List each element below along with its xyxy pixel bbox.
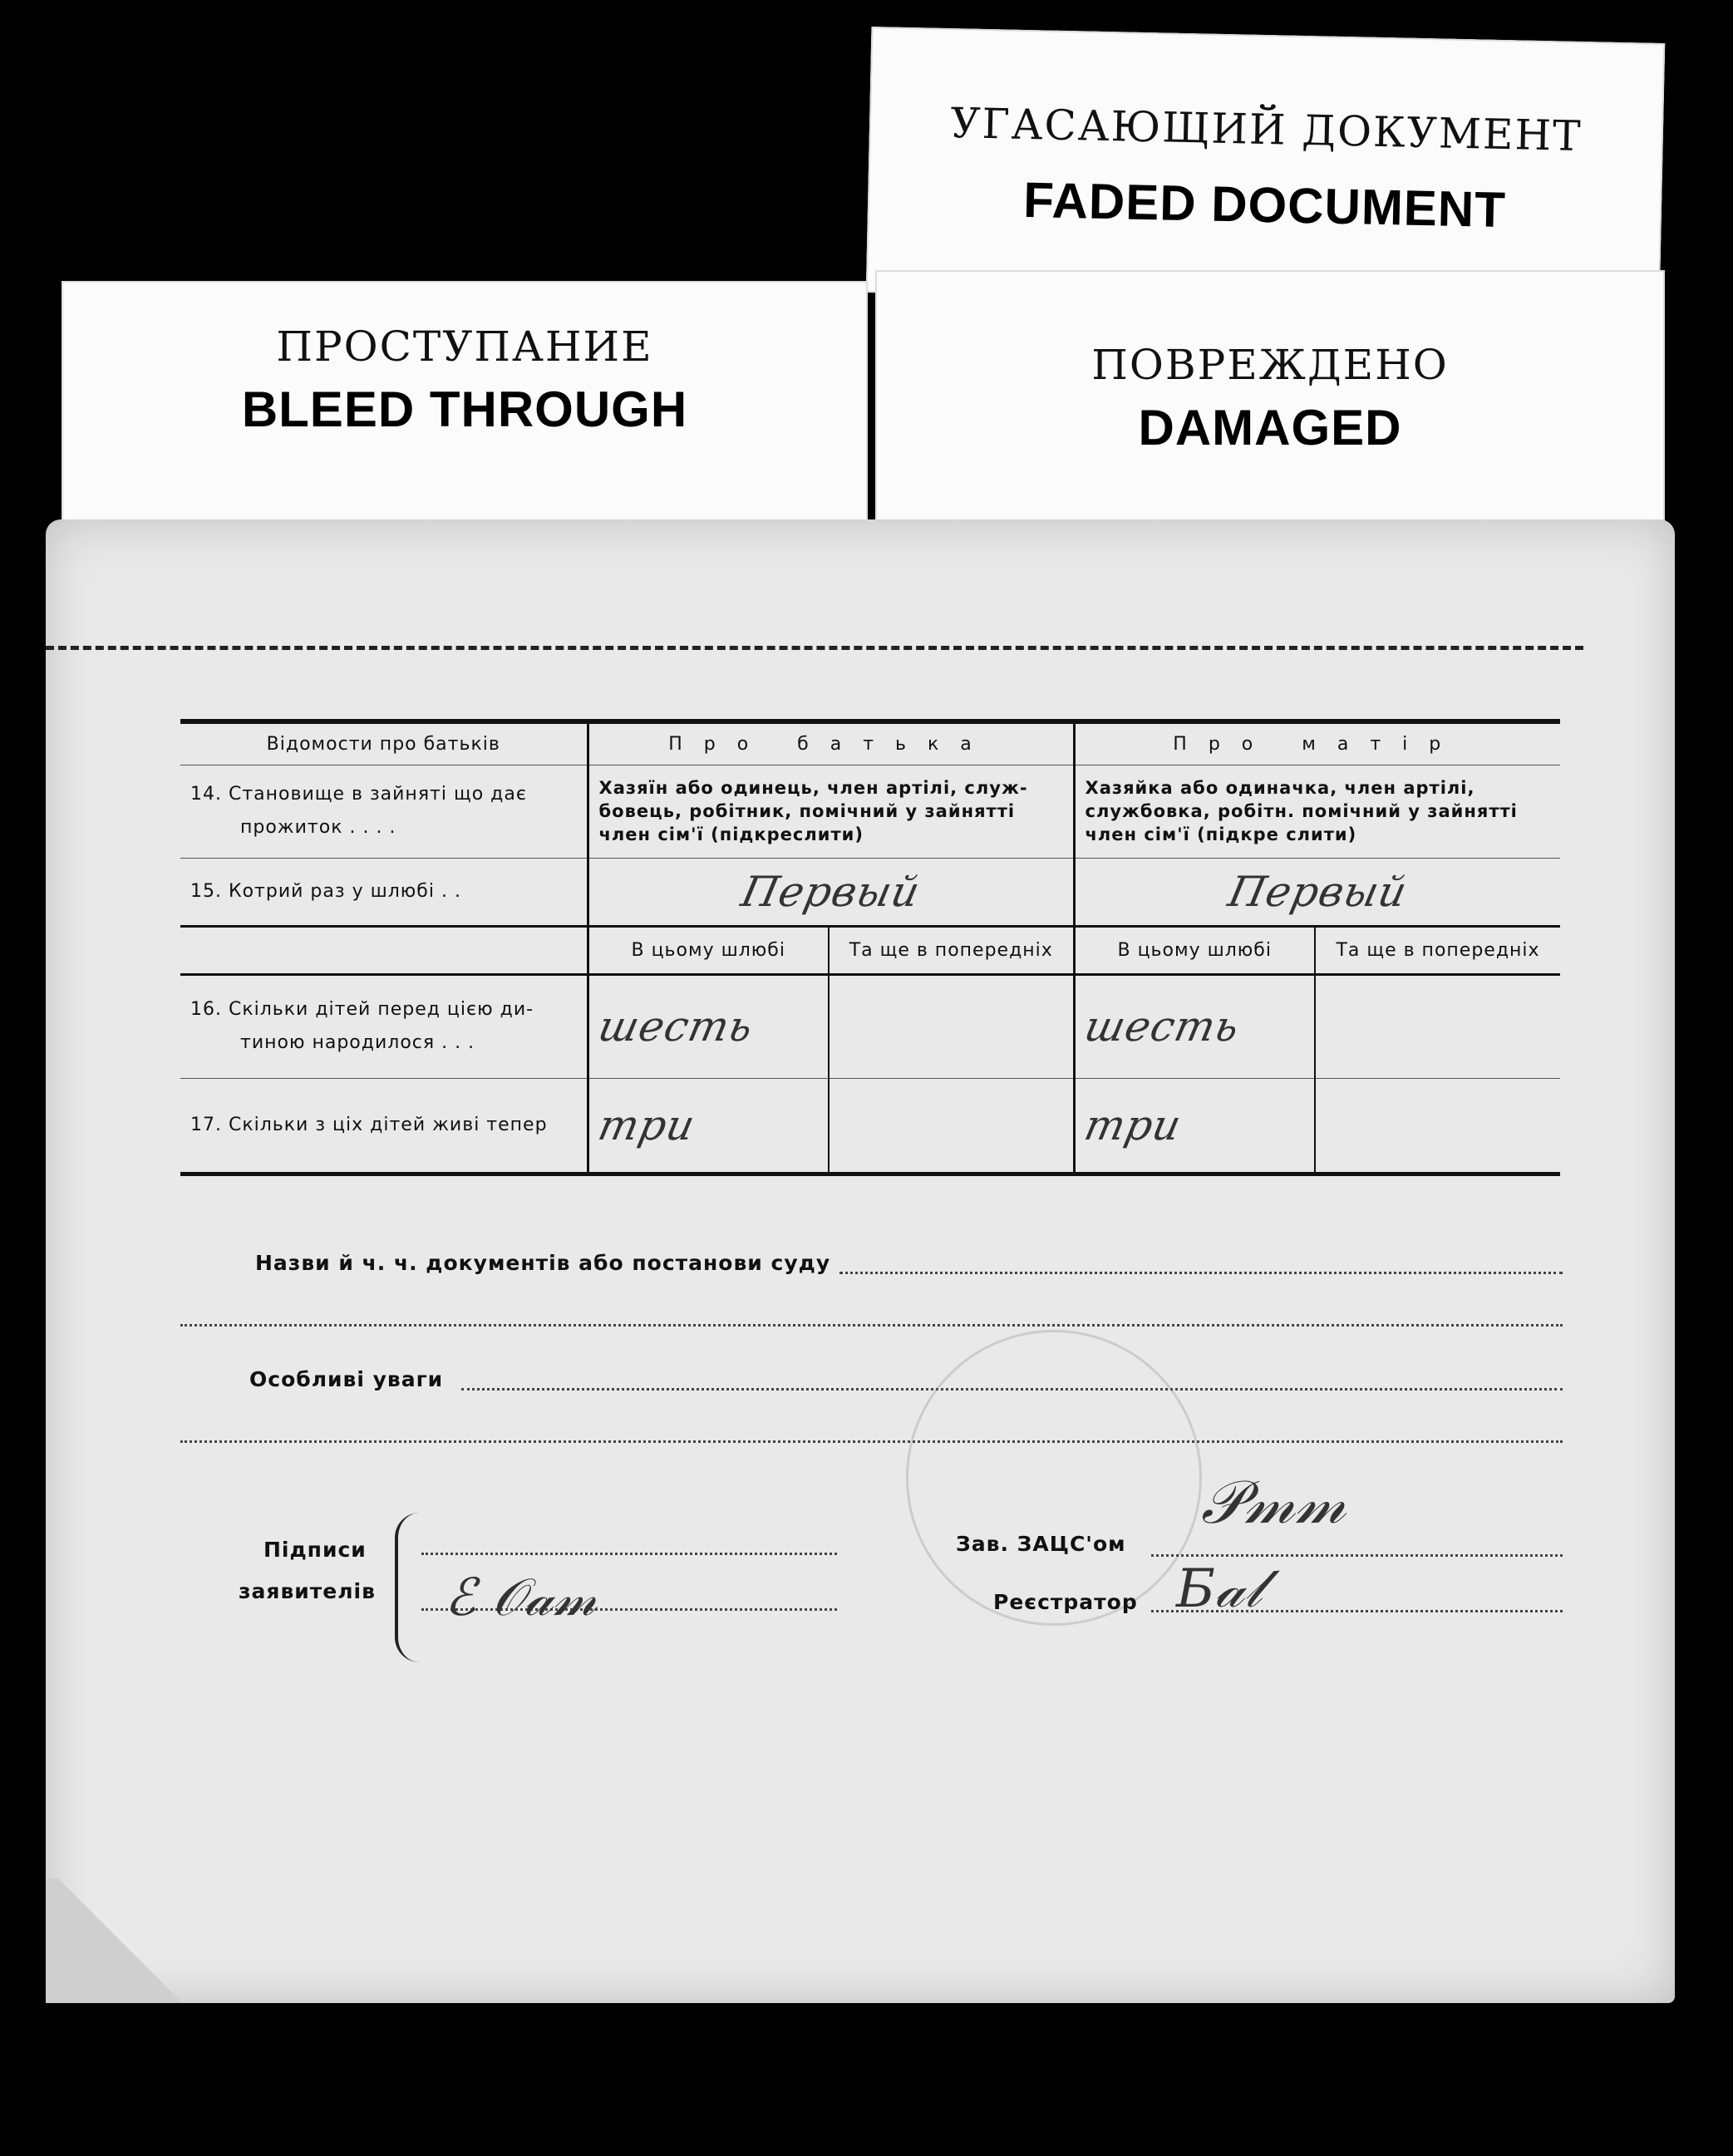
form-paper: [46, 519, 1675, 2003]
subheader-father-previous: Та ще в попередніх: [829, 926, 1074, 974]
perforation-line: [46, 646, 1583, 650]
head-line: [1151, 1554, 1563, 1557]
signatures-label-1: Підписи: [263, 1538, 367, 1562]
question-14: 14. Становище в зайняті що дає прожиток . . . .: [180, 765, 588, 858]
father-children-alive-previous: [829, 1078, 1074, 1174]
table-row-16: [180, 974, 1560, 1078]
damaged-label-ru: ПОВРЕЖДЕНО: [1091, 341, 1449, 389]
signatures-label-2: заявителів: [239, 1579, 376, 1603]
father-children-this: шесть: [588, 974, 829, 1078]
subheader-blank: [180, 926, 588, 974]
mother-marriage-count: Первый: [1074, 858, 1560, 926]
mother-children-this: шесть: [1074, 974, 1315, 1078]
mother-children-alive: три: [1074, 1078, 1315, 1174]
father-children-alive: три: [588, 1078, 829, 1174]
question-16: 16. Скільки дітей перед цією ди- тиною народилося . . .: [180, 974, 588, 1078]
table-subheader-row: [180, 926, 1560, 974]
subheader-mother-previous: Та ще в попередніх: [1315, 926, 1560, 974]
table-header-row: [180, 721, 1560, 765]
damaged-corner: [46, 1878, 195, 2003]
mother-children-alive-previous: [1315, 1078, 1560, 1174]
parents-info-table: [180, 719, 1560, 1176]
bleed-label-en: BLEED THROUGH: [241, 381, 688, 437]
documents-line-1: [839, 1272, 1563, 1274]
remarks-line-2: [180, 1440, 1563, 1443]
father-occupation-options: Хазяїн або одинець, член артілі, служ- бовець, робітник, помічний у зайнятті член сім'ї (підкреслити): [588, 765, 1074, 858]
applicant-signature: ℰ 𝒪𝒶𝓂: [445, 1567, 597, 1627]
remarks-label: Особливі уваги: [249, 1367, 444, 1391]
damaged-label-en: DAMAGED: [1138, 400, 1402, 455]
registrar-signature: Б𝒶𝓁: [1176, 1558, 1263, 1620]
faded-stamp: [906, 1330, 1202, 1626]
documents-label: Назви й ч. ч. документів або постанови суду: [255, 1251, 831, 1275]
head-label: Зав. ЗАЦС'ом: [956, 1532, 1126, 1556]
header-info: Відомости про батьків: [180, 721, 588, 765]
father-marriage-count: Первый: [588, 858, 1074, 926]
signature-line-1: [421, 1553, 837, 1555]
documents-line-2: [180, 1324, 1563, 1327]
table-row-14: [180, 765, 1560, 858]
mother-children-previous: [1315, 974, 1560, 1078]
subheader-father-this: В цьому шлюбі: [588, 926, 829, 974]
bleed-label-ru: ПРОСТУПАНИЕ: [276, 322, 653, 371]
subheader-mother-this: В цьому шлюбі: [1074, 926, 1315, 974]
bleed-through-label: [62, 281, 868, 530]
signatures-brace: [395, 1513, 423, 1662]
faded-label-en: FADED DOCUMENT: [1022, 171, 1507, 239]
head-signature: 𝒫𝓂𝓂: [1201, 1467, 1347, 1537]
question-15: 15. Котрий раз у шлюбі . .: [180, 858, 588, 926]
header-mother: Про матір: [1074, 721, 1560, 765]
faded-document-label: [866, 27, 1665, 309]
father-children-previous: [829, 974, 1074, 1078]
mother-occupation-options: Хазяйка або одиначка, член артілі, службовка, робітн. помічний у зайнятті член сім'ї (підкре слити): [1074, 765, 1560, 858]
registrar-label: Реєстратор: [993, 1590, 1138, 1614]
faded-label-ru: УГАСАЮЩИЙ ДОКУМЕНТ: [949, 99, 1583, 160]
question-17: 17. Скільки з ціх дітей живі тепер: [180, 1078, 588, 1174]
damaged-label: [875, 270, 1665, 544]
table-row-15: [180, 858, 1560, 926]
header-father: Про батька: [588, 721, 1074, 765]
table-row-17: [180, 1078, 1560, 1174]
